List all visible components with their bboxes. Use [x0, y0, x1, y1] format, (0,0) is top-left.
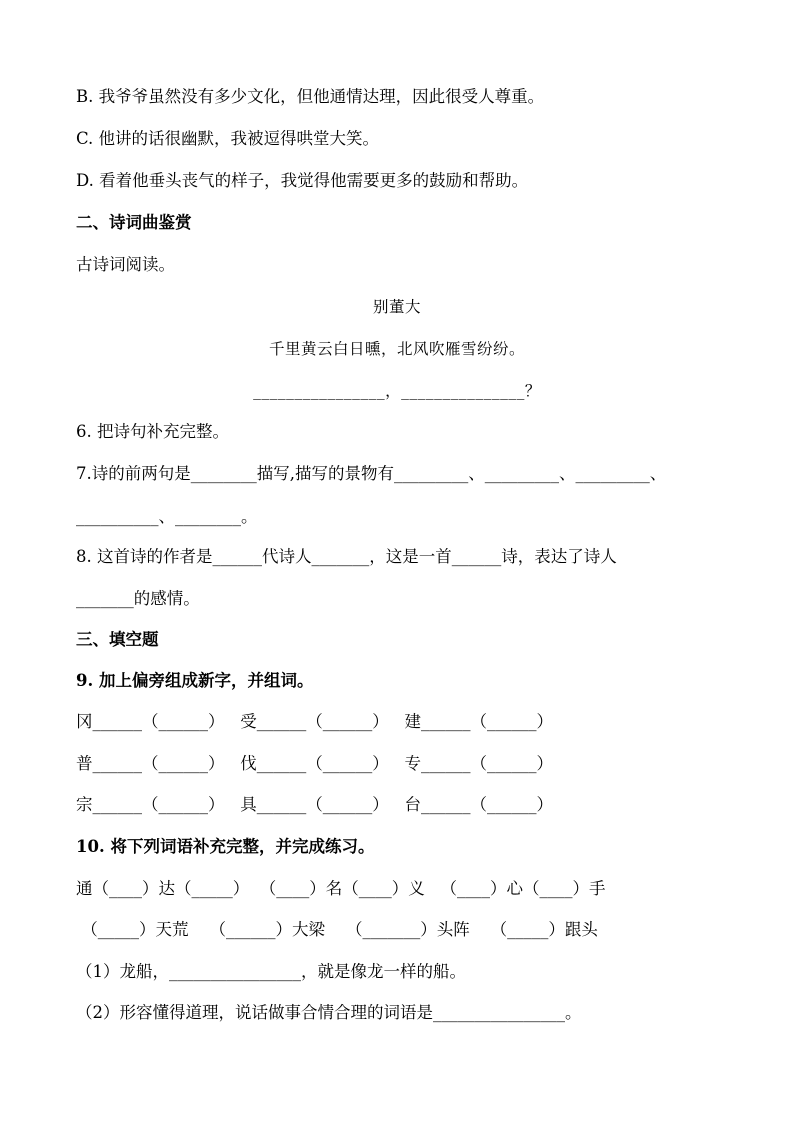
question-9-row-2[interactable]: 普______（______） 伐______（______） 专______（______）: [76, 754, 553, 773]
question-9-row-3[interactable]: 宗______（______） 具______（______） 台______（______）: [76, 795, 553, 814]
section-heading-fill-blank: 三、填空题: [76, 630, 159, 649]
question-10-sub-2[interactable]: （2）形容懂得道理，说话做事合情合理的词语是________________。: [76, 1003, 582, 1022]
question-10-sub-1[interactable]: （1）龙船，________________，就是像龙一样的船。: [76, 962, 466, 981]
question-8-line-2[interactable]: _______的感情。: [76, 589, 200, 608]
option-d: D. 看着他垂头丧气的样子，我觉得他需要更多的鼓励和帮助。: [76, 171, 529, 190]
option-b: B. 我爷爷虽然没有多少文化，但他通情达理，因此很受人尊重。: [76, 87, 545, 106]
option-c: C. 他讲的话很幽默，我被逗得哄堂大笑。: [76, 129, 380, 148]
poem-title: 别董大: [372, 298, 421, 316]
question-10: 10. 将下列词语补充完整，并完成练习。: [76, 837, 375, 856]
section-heading-poetry: 二、诗词曲鉴赏: [76, 213, 192, 232]
reading-intro: 古诗词阅读。: [76, 255, 175, 274]
question-9-row-1[interactable]: 冈______（______） 受______（______） 建______（______）: [76, 712, 553, 731]
question-6: 6. 把诗句补充完整。: [76, 422, 229, 441]
question-7-line-1[interactable]: 7.诗的前两句是________描写,描写的景物有_________、_________、_________、: [76, 464, 667, 483]
question-9: 9. 加上偏旁组成新字，并组词。: [76, 671, 314, 690]
question-10-row-1[interactable]: 通（____）达（_____） （____）名（____）义 （____）心（____）手: [76, 879, 606, 898]
poem-blank-line[interactable]: ________________，_______________？: [253, 382, 541, 400]
poem-line-1: 千里黄云白日曛，北风吹雁雪纷纷。: [268, 340, 525, 358]
question-8-line-1[interactable]: 8. 这首诗的作者是______代诗人_______，这是一首______诗，表达了诗人: [76, 547, 617, 566]
question-7-line-2[interactable]: __________、________。: [76, 507, 258, 526]
question-10-row-2[interactable]: （_____）天荒 （______）大梁 （_______）头阵 （_____）跟头: [76, 920, 598, 939]
